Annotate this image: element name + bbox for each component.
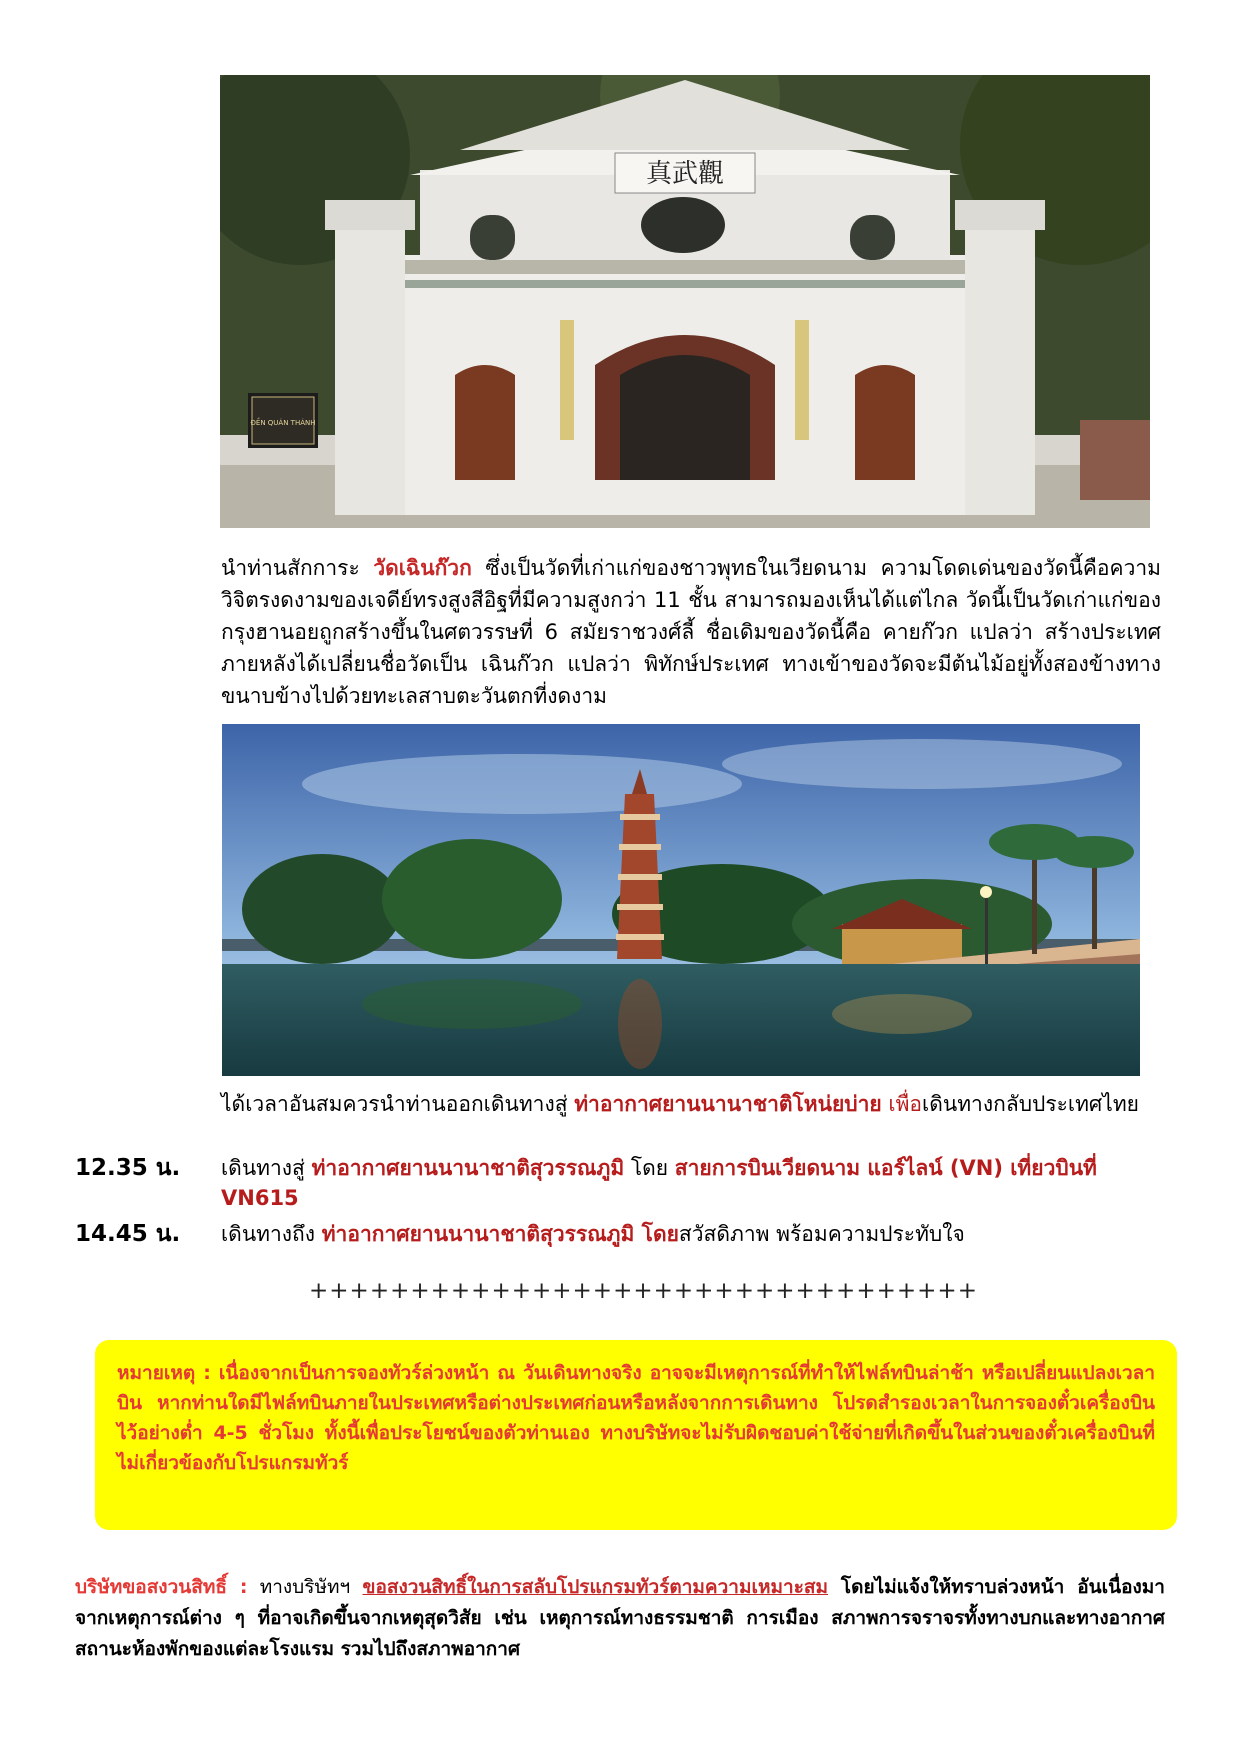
schedule-airport-highlight: ท่าอากาศยานนานาชาติสุวรรณภูมิ โดย [321,1222,679,1246]
schedule-text: โดย [624,1156,675,1180]
section-separator: +++++++++++++++++++++++++++++++++ [309,1278,978,1304]
para1-text-post: ซึ่งเป็นวัดที่เก่าแก่ของชาวพุทธในเวียดนาม ความโดดเด่นของวัดนี้คือความวิจิตรงดงามของเจดีย์ทรงสูงสีอิฐที่มีความสูงกว่า 11 ชั้น สามารถมองเห็นได้แต่ไกล วัดนี้เป็นวัดเก่าแก่ของกรุงฮานอยถูกสร้างขึ้นในศตวรรษที่ 6 สมัยราชวงศ์ลี้ ชื่อเดิมของวัดนี้คือ คายก๊วก แปลว่า สร้างประเทศ ภายหลังได้เปลี่ยนชื่อวัดเป็น เฉินก๊วก แปลว่า พิทักษ์ประเทศ ทางเข้าของวัดจะมีต้นไม้อยู่ทั้งสองข้างทางขนาบข้างไปด้วยทะเลสาบตะวันตกที่งดงาม [221,556,1161,708]
rights-underlined-text: ขอสงวนสิทธิ์ในการสลับโปรแกรมทัวร์ตามความเหมาะสม [362,1576,829,1598]
temple-gate-photo [220,75,1150,528]
temple-name-highlight: วัดเฉินก๊วก [373,556,472,580]
pagoda-lake-photo [222,724,1140,1076]
rights-reserved-text [75,1572,1165,1665]
para2-highlight2: เพื่อ [881,1092,923,1116]
schedule-text: สวัสดิภาพ พร้อมความประทับใจ [678,1222,965,1246]
schedule-time: 14.45 น. [75,1221,181,1247]
para2-text-pre: ได้เวลาอันสมควรนำท่านออกเดินทางสู่ [221,1092,575,1116]
para1-text-pre: นำท่านสักการะ [221,556,374,580]
schedule-description [221,1219,1161,1249]
schedule-text: เดินทางถึง [221,1222,322,1246]
schedule-description [221,1153,1161,1213]
schedule-flight-highlight: สายการบินเวียดนาม แอร์ไลน์ (VN) เที่ยวบินที่ VN615 [221,1156,1097,1210]
note-text: หมายเหตุ : เนื่องจากเป็นการจองทัวร์ล่วงหน้า ณ วันเดินทางจริง อาจจะมีเหตุการณ์ที่ทำให้ไฟล์ทบินล่าช้า หรือเปลี่ยนแปลงเวลาบิน หากท่านใดมีไฟล์ทบินภายในประเทศหรือต่างประเทศก่อนหรือหลังจากการเดินทาง โปรดสำรองเวลาในการจองตั๋วเครื่องบินไว้อย่างต่ำ 4-5 ชั่วโมง ทั้งนี้เพื่อประโยชน์ของตัวท่านเอง ทางบริษัทจะไม่รับผิดชอบค่าใช้จ่ายที่เกิดขึ้นในส่วนของตั๋วเครื่องบินที่ไม่เกี่ยวข้องกับโปรแกรมทัวร์ [117,1362,1155,1474]
temple-plaque-text: 真武觀 [645,159,725,189]
departure-text [221,1088,1161,1120]
hanoi-airport-highlight: ท่าอากาศยานนานาชาติโหน่ยบ่าย [574,1092,882,1116]
para2-text-post: เดินทางกลับประเทศไทย [922,1092,1139,1116]
rights-text-pre: ทางบริษัทฯ [247,1576,363,1598]
temple-description [221,552,1161,712]
schedule-airport-highlight: ท่าอากาศยานนานาชาติสุวรรณภูมิ [311,1156,625,1180]
schedule-text: เดินทางสู่ [221,1156,312,1180]
schedule-time: 12.35 น. [75,1155,181,1181]
rights-label: บริษัทขอสงวนสิทธิ์ : [75,1576,248,1598]
temple-sign-text: ĐỀN QUÁN THÁNH [250,419,316,427]
note-box [95,1340,1177,1530]
rights-text-post: โดยไม่แจ้งให้ทราบล่วงหน้า อันเนื่องมาจากเหตุการณ์ต่าง ๆ ที่อาจเกิดขึ้นจากเหตุสุดวิสัย เช่น เหตุการณ์ทางธรรมชาติ การเมือง สภาพการจราจรทั้งทางบกและทางอากาศ สถานะห้องพักของแต่ละโรงแรม รวมไปถึงสภาพอากาศ [75,1576,1165,1660]
